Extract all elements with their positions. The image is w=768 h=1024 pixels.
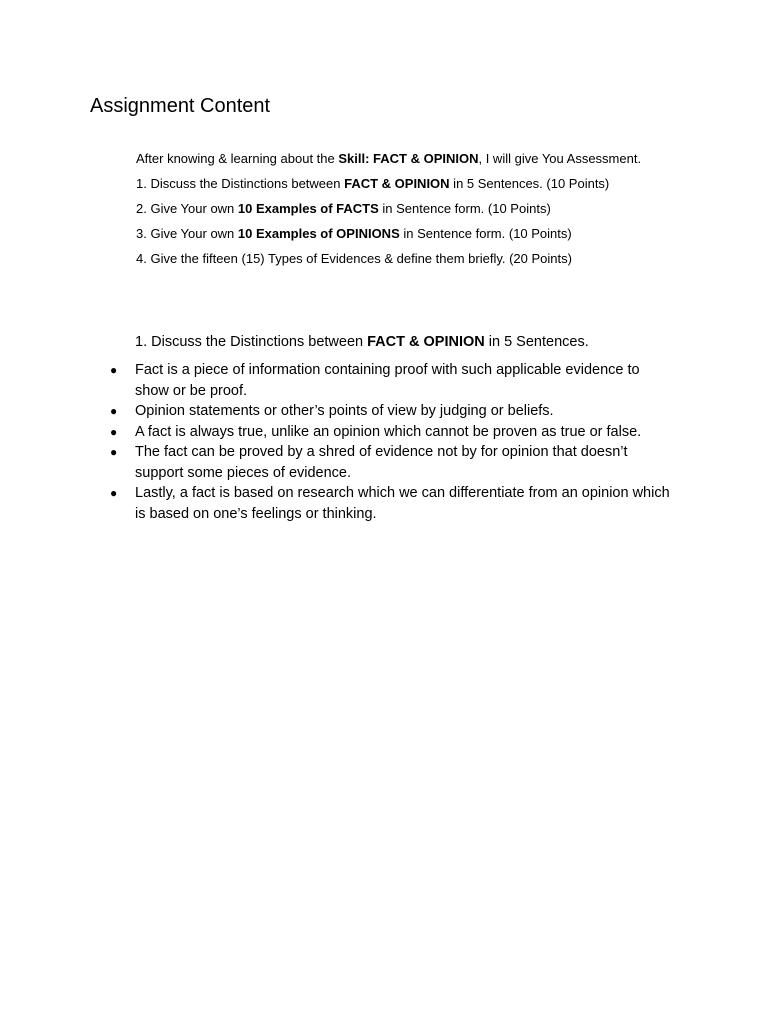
assignment-item bbox=[136, 225, 736, 250]
assignment-item bbox=[136, 175, 736, 200]
list-item bbox=[110, 401, 670, 422]
assignment-item bbox=[136, 200, 736, 225]
answer-bullet-list bbox=[110, 360, 670, 524]
list-item bbox=[110, 442, 670, 483]
bullet-text: The fact can be proved by a shred of evidence not by for opinion that doesn’t support some pieces of evidence. bbox=[135, 444, 628, 481]
assignment-item-text: 3. Give Your own bbox=[136, 226, 238, 241]
assignment-intro-bold: Skill: FACT & OPINION bbox=[338, 151, 479, 166]
assignment-item-bold: 10 Examples of OPINIONS bbox=[237, 226, 400, 241]
assignment-instructions bbox=[136, 150, 736, 275]
answer-heading bbox=[135, 332, 735, 352]
answer-heading-bold: FACT & OPINION bbox=[367, 334, 485, 350]
bullet-text: A fact is always true, unlike an opinion which cannot be proven as true or false. bbox=[135, 423, 642, 440]
assignment-item-text: 4. Give the fifteen (15) Types of Evidences & define them briefly. (20 Points) bbox=[136, 251, 572, 266]
assignment-item-text: 1. Discuss the Distinctions between bbox=[136, 176, 345, 191]
bullet-text: Lastly, a fact is based on research which we can differentiate from an opinion which is based on one’s feelings or thinking. bbox=[135, 485, 670, 522]
answer-heading-text: 1. Discuss the Distinctions between bbox=[135, 334, 368, 350]
assignment-item-bold: 10 Examples of FACTS bbox=[237, 201, 379, 216]
page-title: Assignment Content bbox=[90, 95, 271, 117]
answer-heading-tail: in 5 Sentences. bbox=[484, 334, 589, 350]
bullet-icon: ● bbox=[110, 363, 118, 377]
assignment-item-tail: in 5 Sentences. (10 Points) bbox=[449, 176, 610, 191]
assignment-item-tail: in Sentence form. (10 Points) bbox=[399, 226, 572, 241]
list-item bbox=[110, 422, 670, 443]
list-item bbox=[110, 483, 670, 524]
list-item bbox=[110, 360, 670, 401]
assignment-item bbox=[136, 250, 736, 275]
bullet-text: Opinion statements or other’s points of view by judging or beliefs. bbox=[135, 403, 554, 419]
bullet-icon: ● bbox=[110, 486, 118, 500]
assignment-item-tail: in Sentence form. (10 Points) bbox=[378, 201, 551, 216]
assignment-intro-text: After knowing & learning about the bbox=[136, 151, 339, 166]
assignment-item-text: 2. Give Your own bbox=[136, 201, 238, 216]
bullet-icon: ● bbox=[110, 424, 118, 439]
assignment-intro bbox=[136, 150, 736, 175]
bullet-icon: ● bbox=[110, 404, 118, 418]
assignment-intro-tail: , I will give You Assessment. bbox=[478, 151, 642, 166]
bullet-text: Fact is a piece of information containing proof with such applicable evidence to show or be proof. bbox=[135, 362, 640, 399]
assignment-item-bold: FACT & OPINION bbox=[344, 176, 450, 191]
bullet-icon: ● bbox=[110, 445, 118, 459]
